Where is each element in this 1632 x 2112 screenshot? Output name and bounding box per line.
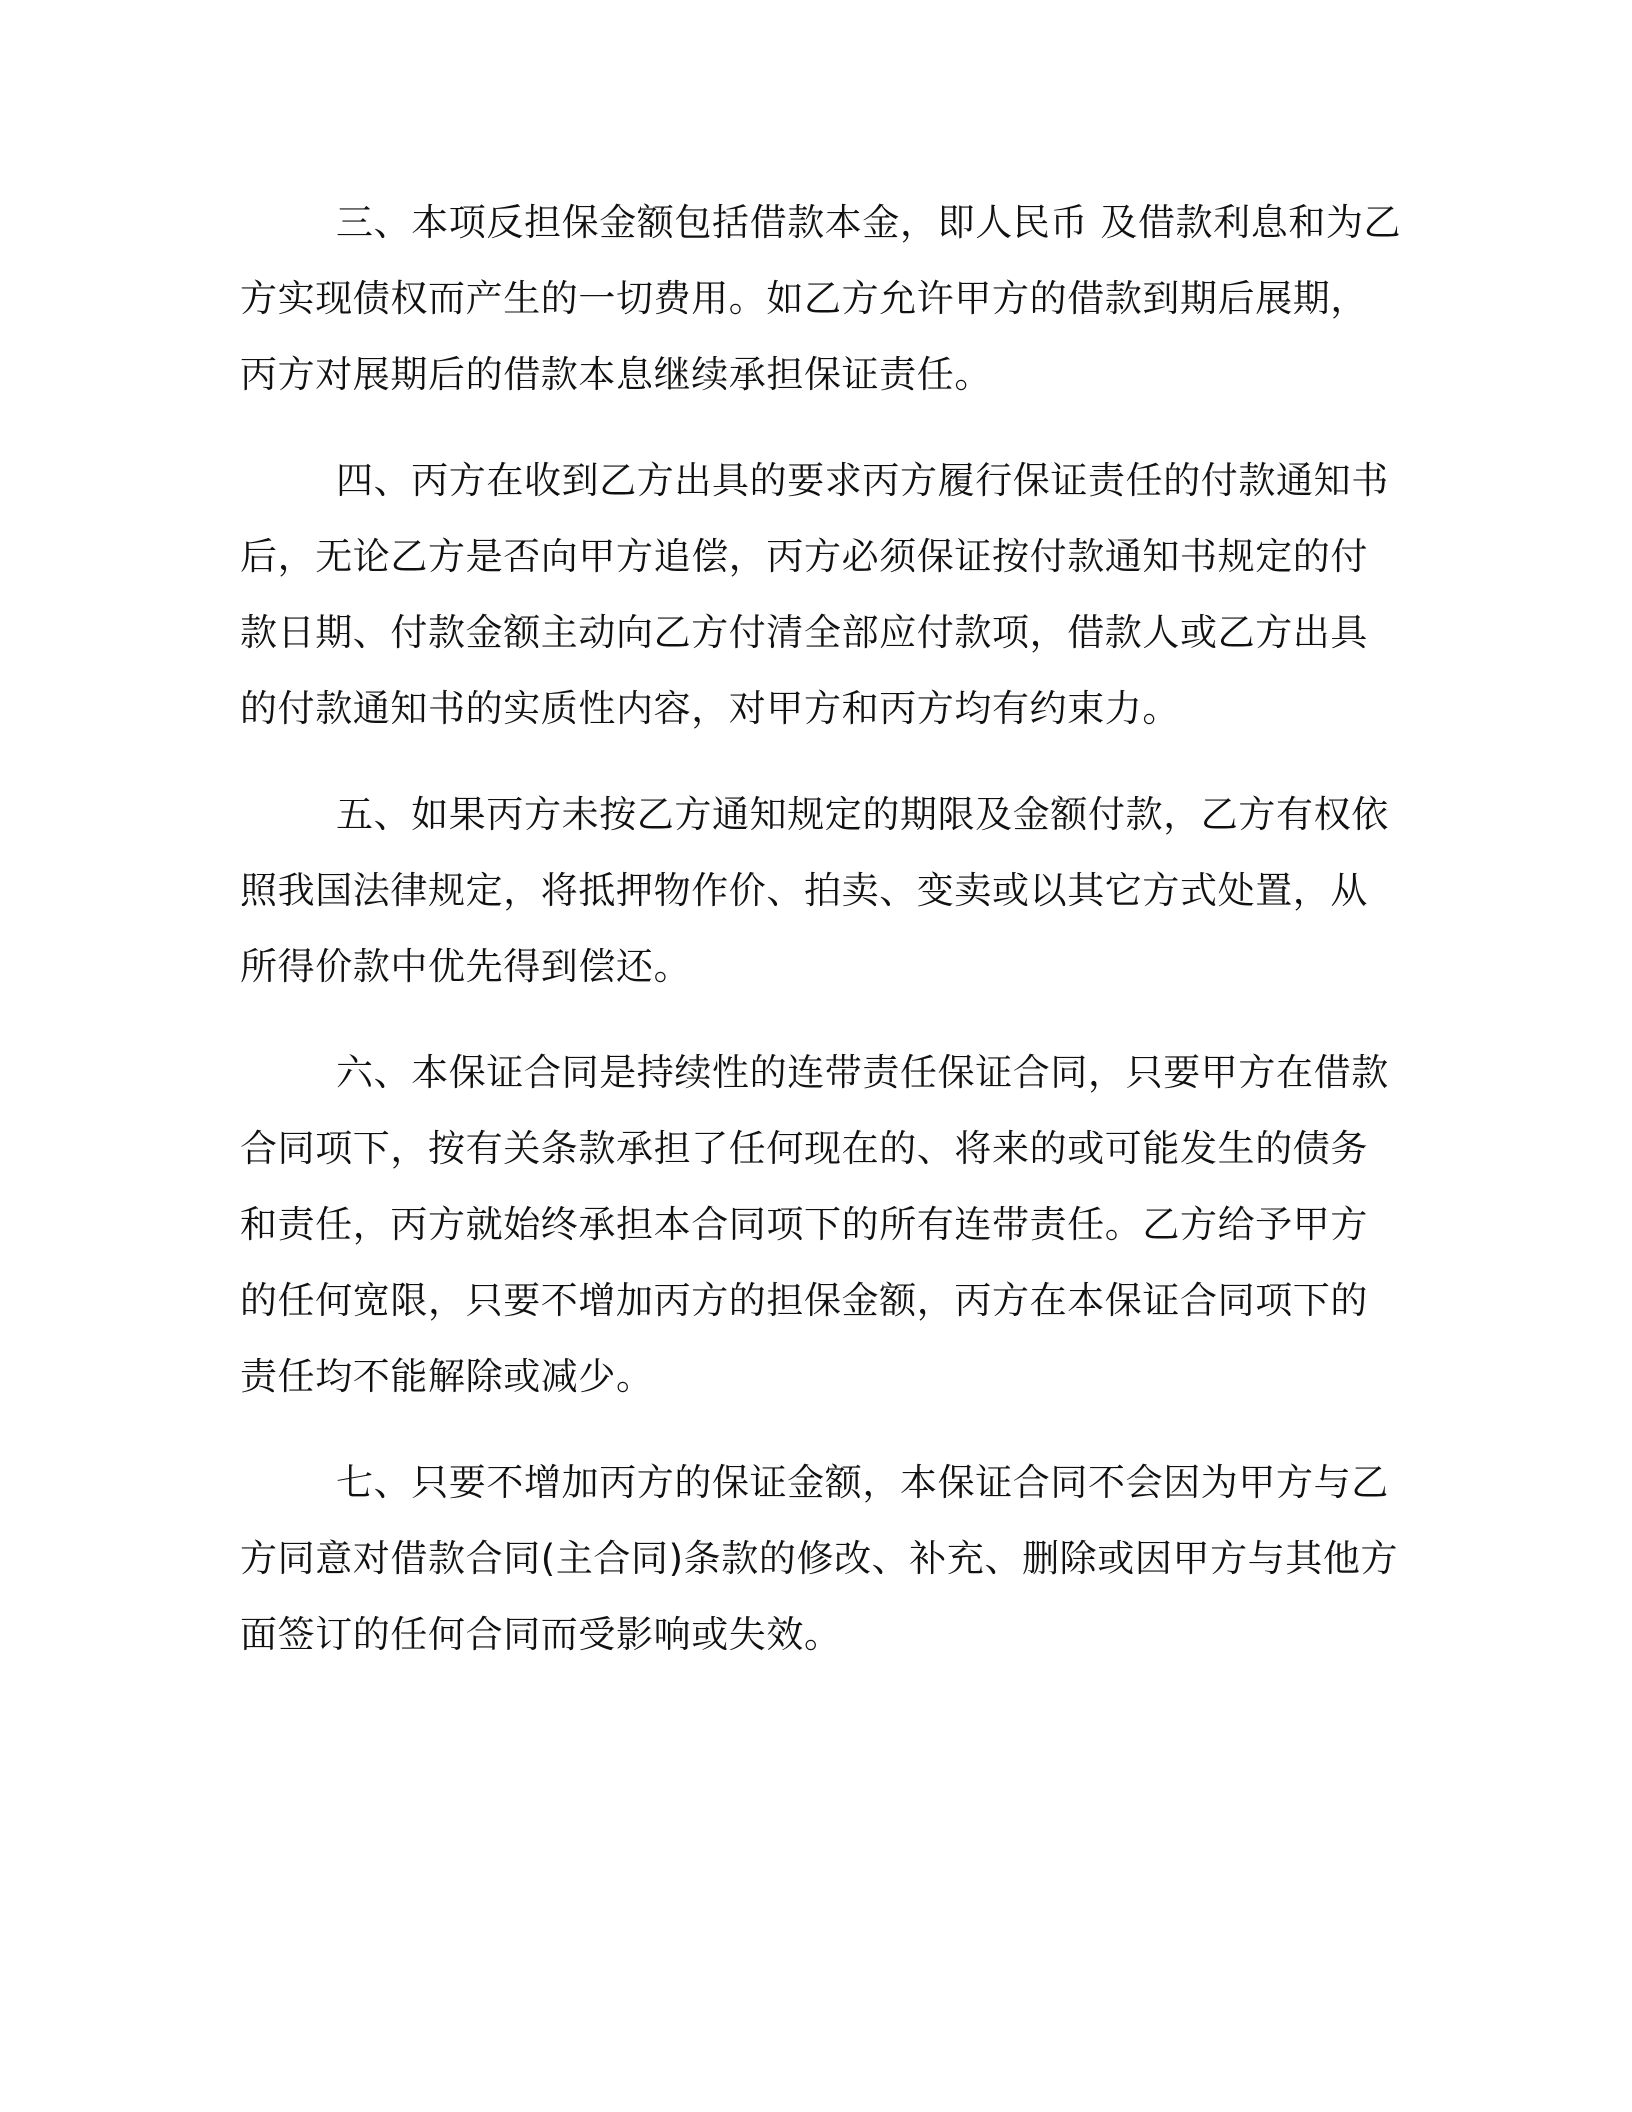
text-line: 合同项下，按有关条款承担了任何现在的、将来的或可能发生的债务 <box>240 1127 1368 1170</box>
text-line: 七、只要不增加丙方的保证金额，本保证合同不会因为甲方与乙 <box>336 1461 1389 1504</box>
text-line: 所得价款中优先得到偿还。 <box>240 945 692 988</box>
clause-4-paragraph <box>240 443 1400 747</box>
text-line: 款日期、付款金额主动向乙方付清全部应付款项，借款人或乙方出具 <box>240 611 1368 654</box>
clause-3-paragraph <box>240 185 1400 413</box>
text-line: 五、如果丙方未按乙方通知规定的期限及金额付款，乙方有权依 <box>336 793 1389 836</box>
text-line: 四、丙方在收到乙方出具的要求丙方履行保证责任的付款通知书 <box>336 459 1389 502</box>
document-body <box>240 185 1400 1703</box>
text-line: 后，无论乙方是否向甲方追偿，丙方必须保证按付款通知书规定的付 <box>240 535 1368 578</box>
text-line: 和责任，丙方就始终承担本合同项下的所有连带责任。乙方给予甲方 <box>240 1203 1368 1246</box>
text-line: 六、本保证合同是持续性的连带责任保证合同，只要甲方在借款 <box>336 1051 1389 1094</box>
text-line: 方同意对借款合同(主合同)条款的修改、补充、删除或因甲方与其他方 <box>240 1537 1399 1580</box>
clause-6-paragraph <box>240 1035 1400 1415</box>
clause-7-paragraph <box>240 1445 1400 1673</box>
text-line: 责任均不能解除或减少。 <box>240 1355 654 1398</box>
text-line: 丙方对展期后的借款本息继续承担保证责任。 <box>240 353 992 396</box>
text-line: 的付款通知书的实质性内容，对甲方和丙方均有约束力。 <box>240 687 1180 730</box>
clause-5-paragraph <box>240 777 1400 1005</box>
text-line: 三、本项反担保金额包括借款本金，即人民币 及借款利息和为乙 <box>336 201 1402 244</box>
text-line: 照我国法律规定，将抵押物作价、拍卖、变卖或以其它方式处置，从 <box>240 869 1368 912</box>
text-line: 方实现债权而产生的一切费用。如乙方允许甲方的借款到期后展期， <box>240 277 1368 320</box>
text-line: 的任何宽限，只要不增加丙方的担保金额，丙方在本保证合同项下的 <box>240 1279 1368 1322</box>
text-line: 面签订的任何合同而受影响或失效。 <box>240 1613 842 1656</box>
